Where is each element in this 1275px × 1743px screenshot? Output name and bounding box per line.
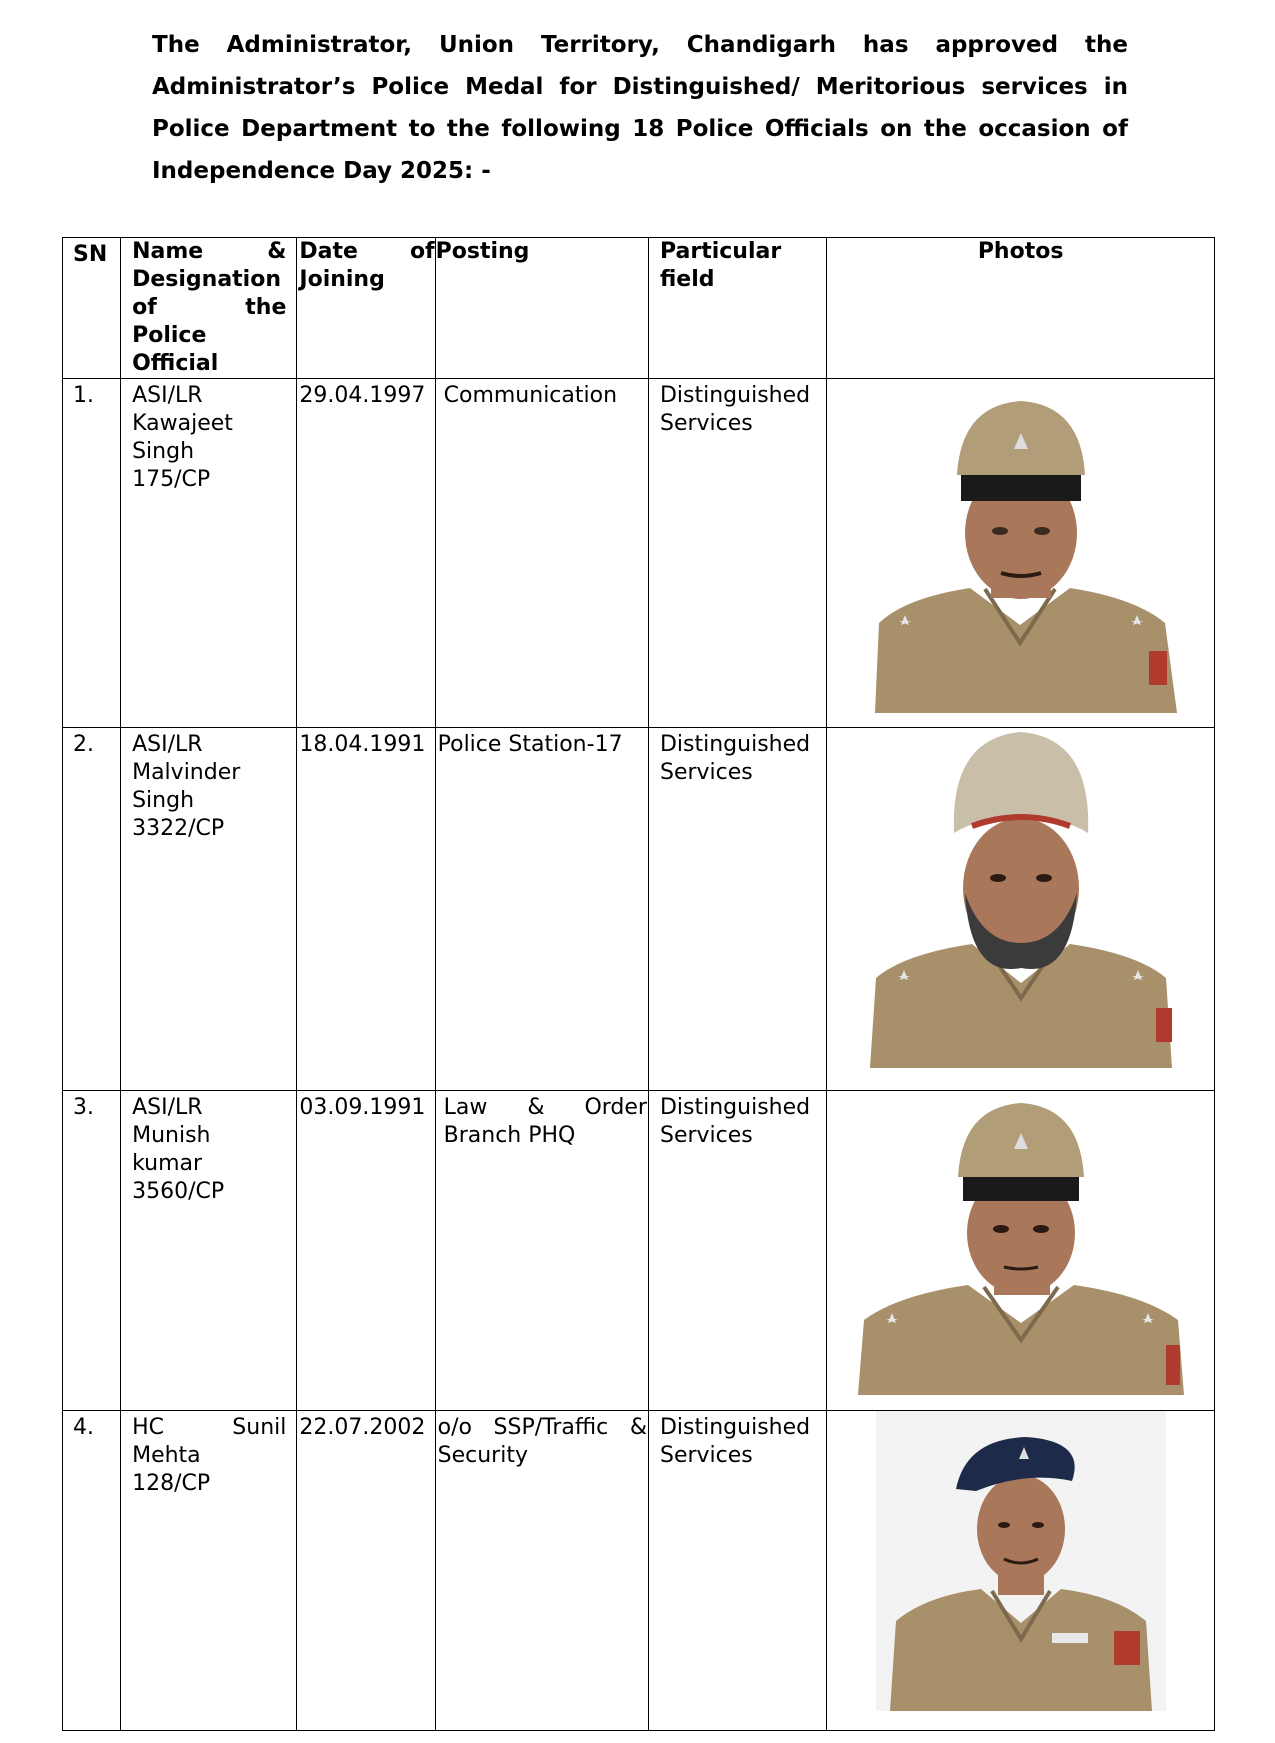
name-line: 3560/CP bbox=[132, 1179, 225, 1204]
field-line: Services bbox=[659, 1443, 753, 1468]
row-name bbox=[121, 1411, 297, 1731]
row-name bbox=[121, 728, 297, 1091]
field-line: Distinguished bbox=[659, 383, 811, 408]
table-row bbox=[63, 728, 1215, 1091]
field-line: Distinguished bbox=[659, 1095, 811, 1120]
posting-text: o/o SSP/Traffic & Security bbox=[437, 1415, 647, 1468]
row-posting bbox=[435, 1091, 648, 1411]
header-name bbox=[121, 238, 297, 379]
header-date-text: Date of Joining bbox=[299, 239, 435, 292]
row-field bbox=[648, 379, 826, 728]
row-field bbox=[648, 1091, 826, 1411]
row-name bbox=[121, 1091, 297, 1411]
name-line: ASI/LR bbox=[132, 732, 203, 757]
row-date: 29.04.1997 bbox=[297, 379, 435, 728]
row-posting bbox=[435, 1411, 648, 1731]
header-posting: Posting bbox=[435, 238, 648, 379]
header-date bbox=[297, 238, 435, 379]
row-posting: Communication bbox=[435, 379, 648, 728]
row-photo bbox=[827, 1411, 1215, 1731]
row-sn: 4. bbox=[63, 1411, 121, 1731]
name-line: kumar bbox=[132, 1151, 203, 1176]
name-line: Munish bbox=[132, 1123, 211, 1148]
row-posting: Police Station-17 bbox=[435, 728, 648, 1091]
row-photo bbox=[827, 728, 1215, 1091]
medal-table bbox=[62, 237, 1215, 1731]
row-date: 03.09.1991 bbox=[297, 1091, 435, 1411]
name-line: 128/CP bbox=[132, 1471, 211, 1496]
intro-paragraph: The Administrator, Union Territory, Chandigarh has approved the Administrator’s Police Medal for Distinguished/ Meritorious services in Police Department to the following 18 Police Officials on the occasion of Independence Day 2025: - bbox=[152, 32, 1128, 184]
row-field bbox=[648, 1411, 826, 1731]
portrait-peaked-cap-icon bbox=[858, 1095, 1184, 1395]
table-row bbox=[63, 1091, 1215, 1411]
header-name-text: Name & Designation of the Police Official bbox=[132, 239, 287, 376]
name-line: Mehta bbox=[132, 1443, 201, 1468]
row-field bbox=[648, 728, 826, 1091]
posting-text: Law & Order Branch PHQ bbox=[443, 1095, 647, 1148]
header-photos: Photos bbox=[827, 238, 1215, 379]
header-sn: SN bbox=[63, 238, 121, 379]
name-line: 175/CP bbox=[132, 467, 211, 492]
row-sn: 3. bbox=[63, 1091, 121, 1411]
field-line: Services bbox=[659, 1123, 753, 1148]
name-line: Singh bbox=[132, 439, 195, 464]
row-date: 18.04.1991 bbox=[297, 728, 435, 1091]
table-header-row bbox=[63, 238, 1215, 379]
row-sn: 2. bbox=[63, 728, 121, 1091]
name-line: ASI/LR bbox=[132, 1095, 203, 1120]
name-line: Kawajeet bbox=[132, 411, 233, 436]
header-field: Particular field bbox=[648, 238, 826, 379]
name-line: HC Sunil bbox=[132, 1415, 287, 1440]
table-row bbox=[63, 1411, 1215, 1731]
row-photo bbox=[827, 379, 1215, 728]
portrait-peaked-cap-icon bbox=[865, 393, 1177, 713]
field-line: Distinguished bbox=[659, 1415, 811, 1440]
portrait-beret-icon bbox=[876, 1411, 1166, 1711]
name-line: 3322/CP bbox=[132, 816, 225, 841]
field-line: Services bbox=[659, 760, 753, 785]
portrait-turban-icon bbox=[860, 728, 1182, 1068]
name-line: ASI/LR bbox=[132, 383, 203, 408]
row-sn: 1. bbox=[63, 379, 121, 728]
row-date: 22.07.2002 bbox=[297, 1411, 435, 1731]
field-line: Distinguished bbox=[659, 732, 811, 757]
row-photo bbox=[827, 1091, 1215, 1411]
row-name bbox=[121, 379, 297, 728]
name-line: Singh bbox=[132, 788, 195, 813]
name-line: Malvinder bbox=[132, 760, 241, 785]
table-row bbox=[63, 379, 1215, 728]
field-line: Services bbox=[659, 411, 753, 436]
